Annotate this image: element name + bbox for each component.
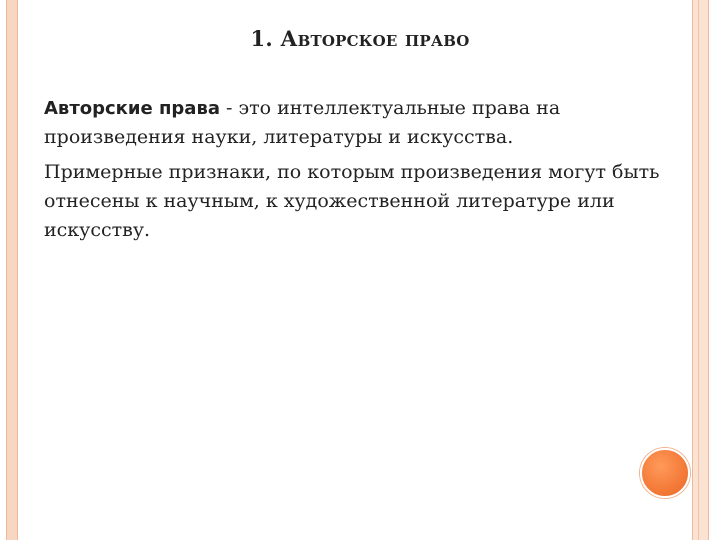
slide-body [44,94,684,251]
left-border-stripe [6,0,18,540]
right-border-line [698,0,699,540]
definition-text: - это интеллектуальные права на произведения науки, литературы и искусства. [44,97,561,148]
paragraph-criteria: Примерные признаки, по которым произведения могут быть отнесены к научным, к художественной литературе или искусству. [44,161,660,241]
paragraph-definition [44,94,684,152]
slide-title: 1. Авторское право [250,26,470,51]
right-border-stripe [692,0,709,540]
term-highlight: Авторские права [44,98,220,119]
decorative-circle [640,448,690,498]
